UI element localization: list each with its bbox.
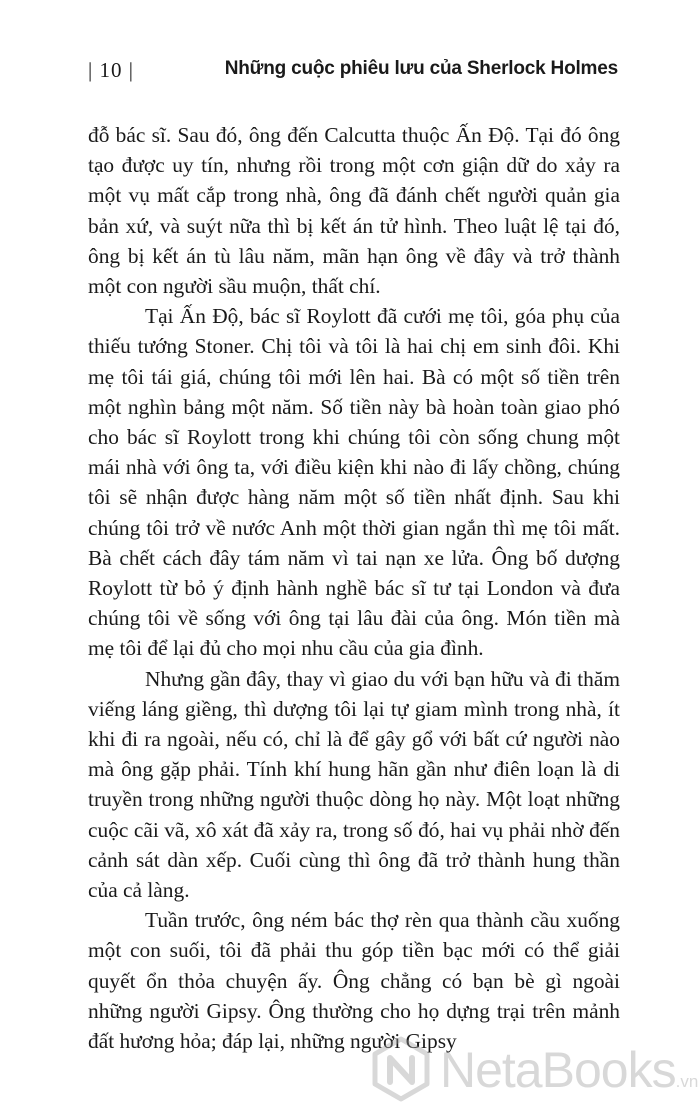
watermark-suffix: .vn: [675, 1072, 699, 1091]
watermark-brand: NetaBooks: [440, 1042, 676, 1098]
paragraph-2: Tại Ấn Độ, bác sĩ Roylott đã cưới mẹ tôi, góa phụ của thiếu tướng Stoner. Chị tôi và tôi là hai chị em sinh đôi. Khi mẹ tôi tái giá, chúng tôi mới lên hai. Bà có một số tiền trên một nghìn bảng một năm. Số tiền này bà hoàn toàn giao phó cho bác sĩ Roylott trong khi chúng tôi còn sống chung một mái nhà với ông ta, với điều kiện khi nào đi lấy chồng, chúng tôi sẽ nhận được hàng năm một số tiền nhất định. Sau khi chúng tôi trở về nước Anh một thời gian ngắn thì mẹ tôi mất. Bà chết cách đây tám năm vì tai nạn xe lửa. Ông bố dượng Roylott từ bỏ ý định hành nghề bác sĩ tư tại London và đưa chúng tôi về sống với ông tại lâu đài của ông. Món tiền mà mẹ tôi để lại đủ cho mọi nhu cầu của gia đình.: [88, 304, 620, 661]
running-title: Những cuộc phiêu lưu của Sherlock Holmes: [224, 58, 618, 79]
page-number: | 10 |: [88, 58, 134, 82]
paragraph-4: Tuần trước, ông ném bác thợ rèn qua thành cầu xuống một con suối, tôi đã phải thu góp tiền bạc mới có thể giải quyết ổn thỏa chuyện ấy. Ông chẳng có bạn bè gì ngoài những người Gipsy. Ông thường cho họ dựng trại trên mảnh đất hương hỏa; đáp lại, những người Gipsy: [88, 908, 620, 1054]
paragraph-1: đỗ bác sĩ. Sau đó, ông đến Calcutta thuộc Ấn Độ. Tại đó ông tạo được uy tín, nhưng rồi trong một cơn giận dữ do xảy ra một vụ mất cắp trong nhà, ông đã đánh chết người quản gia bản xứ, và suýt nữa thì bị kết án tử hình. Theo luật lệ tại đó, ông bị kết án tù lâu năm, mãn hạn ông về đây và trở thành một con người sầu muộn, thất chí.: [88, 123, 620, 299]
watermark-text: [440, 1040, 698, 1112]
page-header: [88, 58, 618, 92]
paragraph-3: Nhưng gần đây, thay vì giao du với bạn hữu và đi thăm viếng láng giềng, thì dượng tôi lại tự giam mình trong nhà, ít khi đi ra ngoài, nếu có, chỉ là để gây gổ với bất cứ người nào mà ông gặp phải. Tính khí hung hãn gần như điên loạn là di truyền trong những người thuộc dòng họ này. Một loạt những cuộc cãi vã, xô xát đã xảy ra, trong số đó, hai vụ phải nhờ đến cảnh sát dàn xếp. Cuối cùng thì ông đã trở thành hung thần của cả làng.: [88, 666, 620, 903]
netabooks-logo-icon: [370, 1036, 432, 1102]
watermark: [370, 1034, 699, 1110]
body-text: [88, 120, 620, 1056]
